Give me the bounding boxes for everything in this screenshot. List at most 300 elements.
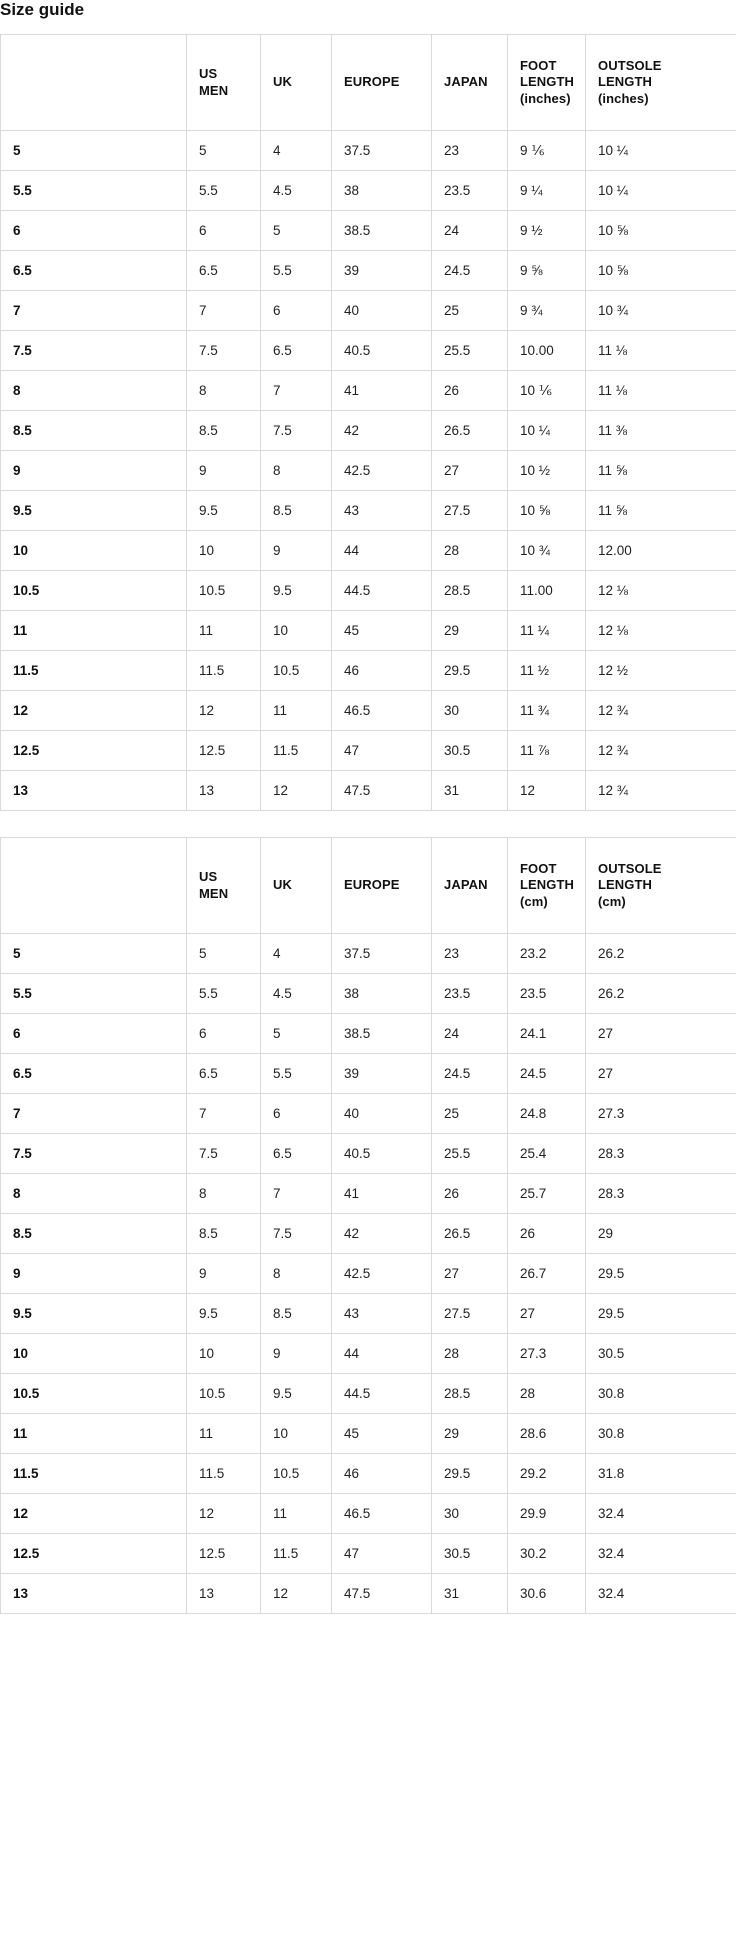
table-cell: 11 ⅝: [586, 491, 736, 531]
table-cell: 27.5: [432, 491, 508, 531]
table-row: [1, 531, 736, 571]
table-row: [1, 1574, 736, 1614]
table-cell: 27: [586, 1054, 736, 1094]
table-cell: 8.5: [187, 1214, 261, 1254]
table-cell: 9.5: [261, 571, 332, 611]
table-row: [1, 974, 736, 1014]
table-cell: 37.5: [332, 131, 432, 171]
column-header-line: US: [199, 869, 218, 884]
row-header-cell: 13: [1, 1574, 187, 1614]
table-cell: 26: [432, 1174, 508, 1214]
table-cell: 7: [187, 1094, 261, 1134]
row-header-cell: 9.5: [1, 491, 187, 531]
table-cell: 8.5: [261, 491, 332, 531]
column-header-line: US: [199, 66, 218, 81]
table-cell: 23.5: [432, 171, 508, 211]
table-cell: 30.5: [586, 1334, 736, 1374]
row-header-cell: 12.5: [1, 731, 187, 771]
column-header-line: UK: [273, 877, 292, 893]
table-cell: 9 ¾: [508, 291, 586, 331]
table-row: [1, 131, 736, 171]
table-cell: 25.4: [508, 1134, 586, 1174]
table-cell: 10 ½: [508, 451, 586, 491]
column-header-line: FOOT: [520, 860, 557, 876]
table-row: [1, 331, 736, 371]
column-header-line: LENGTH: [520, 877, 575, 893]
table-cell: 28.5: [432, 571, 508, 611]
row-header-cell: 13: [1, 771, 187, 811]
table-row: [1, 411, 736, 451]
table-cell: 4: [261, 934, 332, 974]
table-cell: 27.3: [508, 1334, 586, 1374]
table-cell: 29: [432, 611, 508, 651]
table-cell: 5: [187, 131, 261, 171]
table-row: [1, 1534, 736, 1574]
table-cell: 44: [332, 1334, 432, 1374]
table-cell: 7.5: [261, 1214, 332, 1254]
table-cell: 29: [586, 1214, 736, 1254]
table-row: [1, 1134, 736, 1174]
column-header-line: (cm): [520, 894, 548, 910]
row-header-cell: 7.5: [1, 1134, 187, 1174]
table-cell: 24.5: [432, 1054, 508, 1094]
table-row: [1, 1374, 736, 1414]
table-cell: 6.5: [261, 331, 332, 371]
table-cell: 26.2: [586, 974, 736, 1014]
table-cell: 38: [332, 974, 432, 1014]
row-header-cell: 11: [1, 1414, 187, 1454]
row-header-cell: 10.5: [1, 571, 187, 611]
table-body: [1, 131, 736, 811]
column-header-line: (inches): [520, 91, 571, 107]
column-header-line: JAPAN: [444, 877, 488, 893]
column-header-line: EUROPE: [344, 877, 400, 893]
table-cell: 10.5: [261, 651, 332, 691]
table-cell: 9.5: [187, 1294, 261, 1334]
table-cell: 10: [261, 1414, 332, 1454]
row-header-cell: 10: [1, 1334, 187, 1374]
table-cell: 10.5: [187, 571, 261, 611]
table-cell: 10 ¼: [586, 131, 736, 171]
table-cell: 29.9: [508, 1494, 586, 1534]
column-header: [432, 838, 508, 934]
table-cell: 13: [187, 771, 261, 811]
table-cell: 6: [187, 211, 261, 251]
column-header: [187, 838, 261, 934]
table-header-row: [1, 838, 736, 934]
table-cell: 30: [432, 1494, 508, 1534]
column-header-line: LENGTH: [598, 74, 653, 90]
table-cell: 10 ¼: [586, 171, 736, 211]
table-cell: 40.5: [332, 331, 432, 371]
table-cell: 11.5: [261, 731, 332, 771]
column-header: [332, 838, 432, 934]
table-cell: 11.5: [187, 651, 261, 691]
size-table-inches-wrapper: [0, 34, 736, 811]
row-header-cell: 8: [1, 1174, 187, 1214]
table-cell: 30.5: [432, 1534, 508, 1574]
table-cell: 42.5: [332, 451, 432, 491]
column-header: [508, 35, 586, 131]
table-cell: 26.2: [586, 934, 736, 974]
table-row: [1, 691, 736, 731]
row-header-cell: 9: [1, 1254, 187, 1294]
table-cell: 40: [332, 291, 432, 331]
table-cell: 5.5: [187, 171, 261, 211]
table-cell: 9 ¼: [508, 171, 586, 211]
table-cell: 12: [187, 691, 261, 731]
table-cell: 24: [432, 211, 508, 251]
table-cell: 30.8: [586, 1374, 736, 1414]
column-header-blank: [1, 35, 187, 131]
table-cell: 6.5: [187, 1054, 261, 1094]
size-table-cm: [0, 837, 736, 1614]
table-row: [1, 1174, 736, 1214]
table-cell: 24.8: [508, 1094, 586, 1134]
table-cell: 28: [508, 1374, 586, 1414]
table-cell: 12: [508, 771, 586, 811]
table-cell: 41: [332, 371, 432, 411]
column-header-line: OUTSOLE: [598, 860, 662, 876]
table-cell: 11 ½: [508, 651, 586, 691]
table-cell: 9: [261, 1334, 332, 1374]
table-row: [1, 171, 736, 211]
table-cell: 38: [332, 171, 432, 211]
table-cell: 8: [261, 1254, 332, 1294]
table-row: [1, 1014, 736, 1054]
row-header-cell: 5: [1, 131, 187, 171]
column-header: [187, 35, 261, 131]
table-cell: 12 ½: [586, 651, 736, 691]
row-header-cell: 9.5: [1, 1294, 187, 1334]
table-cell: 43: [332, 1294, 432, 1334]
table-cell: 45: [332, 1414, 432, 1454]
table-cell: 9 ½: [508, 211, 586, 251]
table-cell: 7: [187, 291, 261, 331]
column-header-line: (inches): [598, 91, 649, 107]
table-cell: 23.5: [508, 974, 586, 1014]
table-cell: 8.5: [261, 1294, 332, 1334]
table-cell: 12.00: [586, 531, 736, 571]
table-cell: 7: [261, 1174, 332, 1214]
table-cell: 10: [187, 531, 261, 571]
table-cell: 40.5: [332, 1134, 432, 1174]
row-header-cell: 7.5: [1, 331, 187, 371]
table-cell: 12: [261, 771, 332, 811]
table-cell: 11 ⅝: [586, 451, 736, 491]
table-cell: 26.5: [432, 1214, 508, 1254]
table-cell: 23.5: [432, 974, 508, 1014]
column-header: [261, 35, 332, 131]
table-cell: 5.5: [187, 974, 261, 1014]
size-table-cm-wrapper: [0, 837, 736, 1614]
row-header-cell: 9: [1, 451, 187, 491]
table-cell: 45: [332, 611, 432, 651]
table-cell: 4.5: [261, 974, 332, 1014]
table-cell: 24.5: [508, 1054, 586, 1094]
row-header-cell: 12: [1, 691, 187, 731]
column-header-line: FOOT: [520, 57, 557, 73]
row-header-cell: 5: [1, 934, 187, 974]
table-row: [1, 611, 736, 651]
table-row: [1, 731, 736, 771]
table-cell: 27.5: [432, 1294, 508, 1334]
table-cell: 32.4: [586, 1574, 736, 1614]
table-cell: 10 ⅝: [586, 211, 736, 251]
table-cell: 29.5: [432, 1454, 508, 1494]
table-cell: 8: [261, 451, 332, 491]
table-cell: 11 ¼: [508, 611, 586, 651]
table-row: [1, 1214, 736, 1254]
table-cell: 27: [508, 1294, 586, 1334]
table-cell: 8: [187, 371, 261, 411]
table-cell: 39: [332, 251, 432, 291]
table-cell: 30.2: [508, 1534, 586, 1574]
table-cell: 31.8: [586, 1454, 736, 1494]
row-header-cell: 11.5: [1, 1454, 187, 1494]
table-row: [1, 251, 736, 291]
table-cell: 7.5: [261, 411, 332, 451]
table-cell: 25.7: [508, 1174, 586, 1214]
table-cell: 26.7: [508, 1254, 586, 1294]
row-header-cell: 11: [1, 611, 187, 651]
table-cell: 12.5: [187, 1534, 261, 1574]
table-cell: 30: [432, 691, 508, 731]
table-cell: 26: [508, 1214, 586, 1254]
column-header-line: LENGTH: [520, 74, 575, 90]
table-cell: 23: [432, 934, 508, 974]
column-header: [586, 838, 736, 934]
table-cell: 11 ⅞: [508, 731, 586, 771]
table-row: [1, 1414, 736, 1454]
table-cell: 38.5: [332, 1014, 432, 1054]
table-cell: 11 ⅜: [586, 411, 736, 451]
table-row: [1, 934, 736, 974]
row-header-cell: 12: [1, 1494, 187, 1534]
table-cell: 10 ¾: [508, 531, 586, 571]
table-cell: 32.4: [586, 1494, 736, 1534]
table-gap-divider: [0, 811, 736, 837]
table-cell: 42.5: [332, 1254, 432, 1294]
table-cell: 41: [332, 1174, 432, 1214]
row-header-cell: 8.5: [1, 411, 187, 451]
table-row: [1, 491, 736, 531]
table-row: [1, 1454, 736, 1494]
table-cell: 28: [432, 1334, 508, 1374]
table-cell: 12 ⅛: [586, 611, 736, 651]
table-cell: 5: [261, 1014, 332, 1054]
row-header-cell: 6: [1, 1014, 187, 1054]
table-cell: 42: [332, 411, 432, 451]
column-header-blank: [1, 838, 187, 934]
column-header: [261, 838, 332, 934]
table-cell: 32.4: [586, 1534, 736, 1574]
table-cell: 12 ¾: [586, 691, 736, 731]
table-header: [1, 838, 736, 934]
table-cell: 13: [187, 1574, 261, 1614]
table-cell: 7.5: [187, 331, 261, 371]
row-header-cell: 8: [1, 371, 187, 411]
row-header-cell: 7: [1, 291, 187, 331]
table-cell: 6.5: [187, 251, 261, 291]
table-cell: 4: [261, 131, 332, 171]
table-cell: 10: [187, 1334, 261, 1374]
table-row: [1, 571, 736, 611]
table-cell: 5.5: [261, 251, 332, 291]
table-cell: 10.00: [508, 331, 586, 371]
table-cell: 38.5: [332, 211, 432, 251]
table-cell: 46.5: [332, 691, 432, 731]
table-row: [1, 771, 736, 811]
table-row: [1, 651, 736, 691]
column-header: [508, 838, 586, 934]
table-cell: 9: [187, 451, 261, 491]
table-cell: 5.5: [261, 1054, 332, 1094]
column-header: [432, 35, 508, 131]
table-cell: 31: [432, 771, 508, 811]
table-row: [1, 371, 736, 411]
column-header-line: JAPAN: [444, 74, 488, 90]
table-cell: 11.00: [508, 571, 586, 611]
table-cell: 47.5: [332, 1574, 432, 1614]
table-cell: 26.5: [432, 411, 508, 451]
table-cell: 25.5: [432, 331, 508, 371]
table-cell: 6: [187, 1014, 261, 1054]
row-header-cell: 11.5: [1, 651, 187, 691]
row-header-cell: 7: [1, 1094, 187, 1134]
table-cell: 8.5: [187, 411, 261, 451]
table-cell: 27: [432, 1254, 508, 1294]
table-cell: 42: [332, 1214, 432, 1254]
row-header-cell: 6.5: [1, 1054, 187, 1094]
row-header-cell: 5.5: [1, 974, 187, 1014]
table-cell: 7: [261, 371, 332, 411]
table-cell: 11 ⅛: [586, 371, 736, 411]
table-cell: 12.5: [187, 731, 261, 771]
table-cell: 9 ⅝: [508, 251, 586, 291]
table-cell: 29.2: [508, 1454, 586, 1494]
table-header-row: [1, 35, 736, 131]
table-cell: 9.5: [261, 1374, 332, 1414]
table-cell: 30.5: [432, 731, 508, 771]
table-row: [1, 1054, 736, 1094]
table-cell: 46: [332, 651, 432, 691]
table-cell: 9: [261, 531, 332, 571]
table-cell: 10 ⅝: [508, 491, 586, 531]
table-cell: 25: [432, 1094, 508, 1134]
column-header-line: OUTSOLE: [598, 57, 662, 73]
column-header: [586, 35, 736, 131]
table-cell: 7.5: [187, 1134, 261, 1174]
table-cell: 40: [332, 1094, 432, 1134]
column-header: [332, 35, 432, 131]
table-cell: 10: [261, 611, 332, 651]
table-row: [1, 211, 736, 251]
table-cell: 46: [332, 1454, 432, 1494]
page-title: Size guide: [0, 0, 85, 19]
column-header-line: MEN: [199, 885, 229, 901]
table-cell: 12: [187, 1494, 261, 1534]
table-cell: 25: [432, 291, 508, 331]
table-cell: 28.6: [508, 1414, 586, 1454]
table-cell: 12 ¾: [586, 771, 736, 811]
table-header: [1, 35, 736, 131]
table-row: [1, 451, 736, 491]
table-cell: 30.6: [508, 1574, 586, 1614]
table-cell: 12: [261, 1574, 332, 1614]
table-cell: 44: [332, 531, 432, 571]
table-cell: 29.5: [432, 651, 508, 691]
table-cell: 29.5: [586, 1254, 736, 1294]
table-cell: 4.5: [261, 171, 332, 211]
table-cell: 25.5: [432, 1134, 508, 1174]
table-cell: 10 ¼: [508, 411, 586, 451]
table-cell: 31: [432, 1574, 508, 1614]
table-cell: 47.5: [332, 771, 432, 811]
table-cell: 28.3: [586, 1174, 736, 1214]
table-cell: 47: [332, 1534, 432, 1574]
table-cell: 11.5: [187, 1454, 261, 1494]
table-cell: 9 ⅙: [508, 131, 586, 171]
table-cell: 6.5: [261, 1134, 332, 1174]
table-cell: 10.5: [187, 1374, 261, 1414]
table-cell: 10 ⅙: [508, 371, 586, 411]
table-cell: 9: [187, 1254, 261, 1294]
table-cell: 37.5: [332, 934, 432, 974]
table-cell: 6: [261, 291, 332, 331]
row-header-cell: 6: [1, 211, 187, 251]
table-cell: 23.2: [508, 934, 586, 974]
table-cell: 29.5: [586, 1294, 736, 1334]
table-cell: 27: [432, 451, 508, 491]
column-header-line: MEN: [199, 82, 229, 98]
column-header-line: (cm): [598, 894, 626, 910]
row-header-cell: 10: [1, 531, 187, 571]
table-cell: 30.8: [586, 1414, 736, 1454]
table-cell: 28.5: [432, 1374, 508, 1414]
table-cell: 47: [332, 731, 432, 771]
row-header-cell: 8.5: [1, 1214, 187, 1254]
table-row: [1, 1334, 736, 1374]
table-cell: 12 ¾: [586, 731, 736, 771]
table-cell: 11.5: [261, 1534, 332, 1574]
table-cell: 11: [187, 611, 261, 651]
table-row: [1, 1254, 736, 1294]
table-row: [1, 1094, 736, 1134]
table-cell: 24: [432, 1014, 508, 1054]
table-row: [1, 1494, 736, 1534]
table-body: [1, 934, 736, 1614]
table-cell: 27: [586, 1014, 736, 1054]
table-cell: 28: [432, 531, 508, 571]
table-cell: 11: [261, 691, 332, 731]
table-cell: 5: [261, 211, 332, 251]
table-cell: 10 ⅝: [586, 251, 736, 291]
table-row: [1, 291, 736, 331]
table-cell: 44.5: [332, 1374, 432, 1414]
row-header-cell: 6.5: [1, 251, 187, 291]
table-cell: 11: [187, 1414, 261, 1454]
table-cell: 11 ⅛: [586, 331, 736, 371]
size-table-inches: [0, 34, 736, 811]
table-cell: 44.5: [332, 571, 432, 611]
table-cell: 24.1: [508, 1014, 586, 1054]
table-cell: 26: [432, 371, 508, 411]
table-cell: 29: [432, 1414, 508, 1454]
table-cell: 5: [187, 934, 261, 974]
table-cell: 46.5: [332, 1494, 432, 1534]
table-cell: 24.5: [432, 251, 508, 291]
